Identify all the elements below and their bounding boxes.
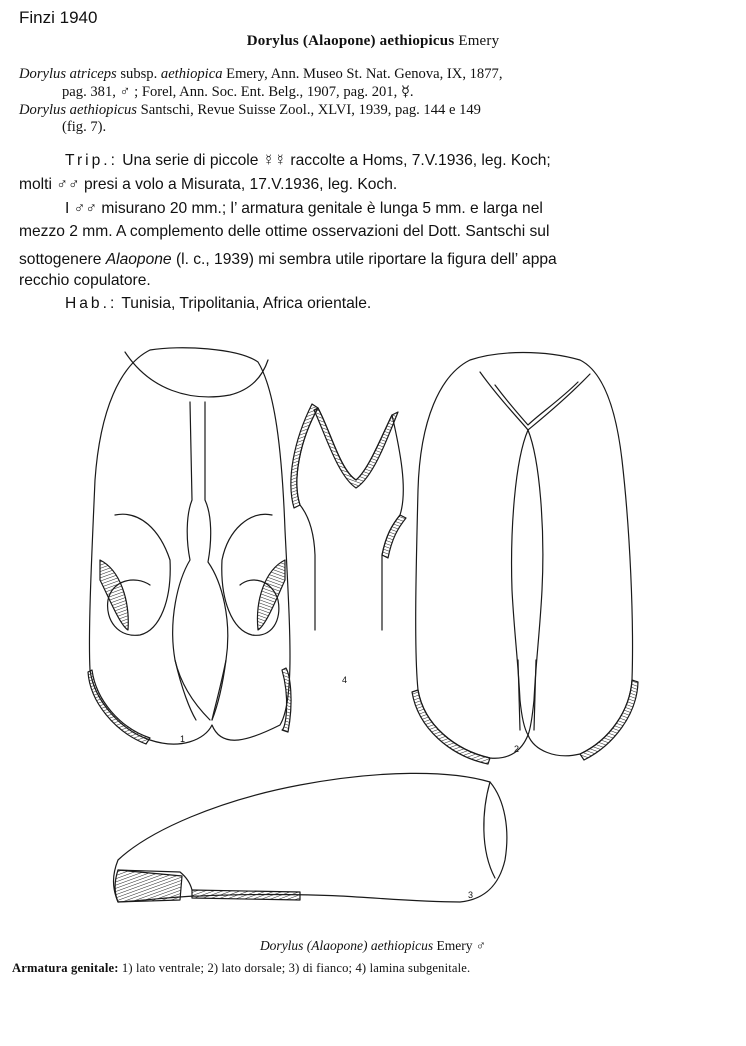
- figure-label-2: 2: [514, 744, 520, 754]
- synonym-2-line-1: [19, 102, 481, 118]
- synonym-1-taxon: Dorylus atriceps: [19, 66, 117, 82]
- measure-line-3: [19, 251, 557, 269]
- subgenus-name: Alaopone: [105, 251, 172, 268]
- genitalia-figure: [0, 330, 746, 950]
- caption-author-sex: Emery ♂: [436, 938, 487, 953]
- figure-caption-legend: [12, 961, 470, 976]
- measure-line-3-post: (l. c., 1939) mi sembra utile riportare la figura dell’ appa: [171, 251, 557, 268]
- synonym-1-subspecies: aethiopica: [160, 66, 223, 82]
- caption-lead: Armatura genitale:: [12, 961, 119, 975]
- trip-text-1: Una serie di piccole ☿☿ raccolte a Homs, 7.V.1936, leg. Koch;: [122, 152, 551, 169]
- trip-paragraph-line-1: [65, 152, 551, 170]
- synonym-1-line-1: [19, 66, 502, 82]
- habitat-label: Hab.:: [65, 295, 118, 312]
- synonym-2-taxon: Dorylus aethiopicus: [19, 102, 137, 118]
- drawing-3-lateral: [114, 773, 507, 902]
- figure-label-4: 4: [342, 675, 348, 685]
- drawing-2-dorsal: [412, 353, 638, 765]
- caption-legend-text: 1) lato ventrale; 2) lato dorsale; 3) di fianco; 4) lamina subgenitale.: [118, 961, 471, 975]
- synonym-2-citation: Santschi, Revue Suisse Zool., XLVI, 1939, pag. 144 e 149: [136, 102, 481, 118]
- source-label: Finzi 1940: [19, 8, 98, 27]
- trip-label: Trip.:: [65, 152, 118, 169]
- caption-taxon: Dorylus (Alaopone) aethiopicus: [259, 938, 434, 953]
- drawing-1-ventral: [88, 348, 291, 744]
- measure-line-3-pre: sottogenere: [19, 251, 106, 268]
- measure-line-1: I ♂♂ misurano 20 mm.; l’ armatura genitale è lunga 5 mm. e larga nel: [65, 200, 543, 217]
- measure-line-4: recchio copulatore.: [19, 272, 151, 289]
- drawing-4-subgenital-lamina: [291, 404, 406, 630]
- synonym-1-mid: subsp.: [116, 66, 161, 82]
- species-author: Emery: [458, 33, 500, 49]
- species-name: Dorylus (Alaopone) aethiopicus: [246, 33, 455, 49]
- species-title: [0, 33, 746, 50]
- figure-caption-title: [0, 938, 746, 954]
- measure-line-2: mezzo 2 mm. A complemento delle ottime osservazioni del Dott. Santschi sul: [19, 223, 550, 240]
- genitalia-drawings: [0, 330, 746, 950]
- trip-paragraph-line-2: molti ♂♂ presi a volo a Misurata, 17.V.1936, leg. Koch.: [19, 176, 398, 193]
- habitat-text: Tunisia, Tripolitania, Africa orientale.: [121, 295, 372, 312]
- habitat-line: [65, 295, 371, 313]
- figure-label-3: 3: [468, 890, 474, 900]
- synonym-1-line-2: pag. 381, ♂ ; Forel, Ann. Soc. Ent. Belg., 1907, pag. 201, ☿.: [62, 84, 414, 100]
- synonym-1-citation: Emery, Ann. Museo St. Nat. Genova, IX, 1877,: [222, 66, 503, 82]
- figure-label-1: 1: [180, 734, 186, 744]
- synonym-2-line-2: (fig. 7).: [62, 119, 107, 135]
